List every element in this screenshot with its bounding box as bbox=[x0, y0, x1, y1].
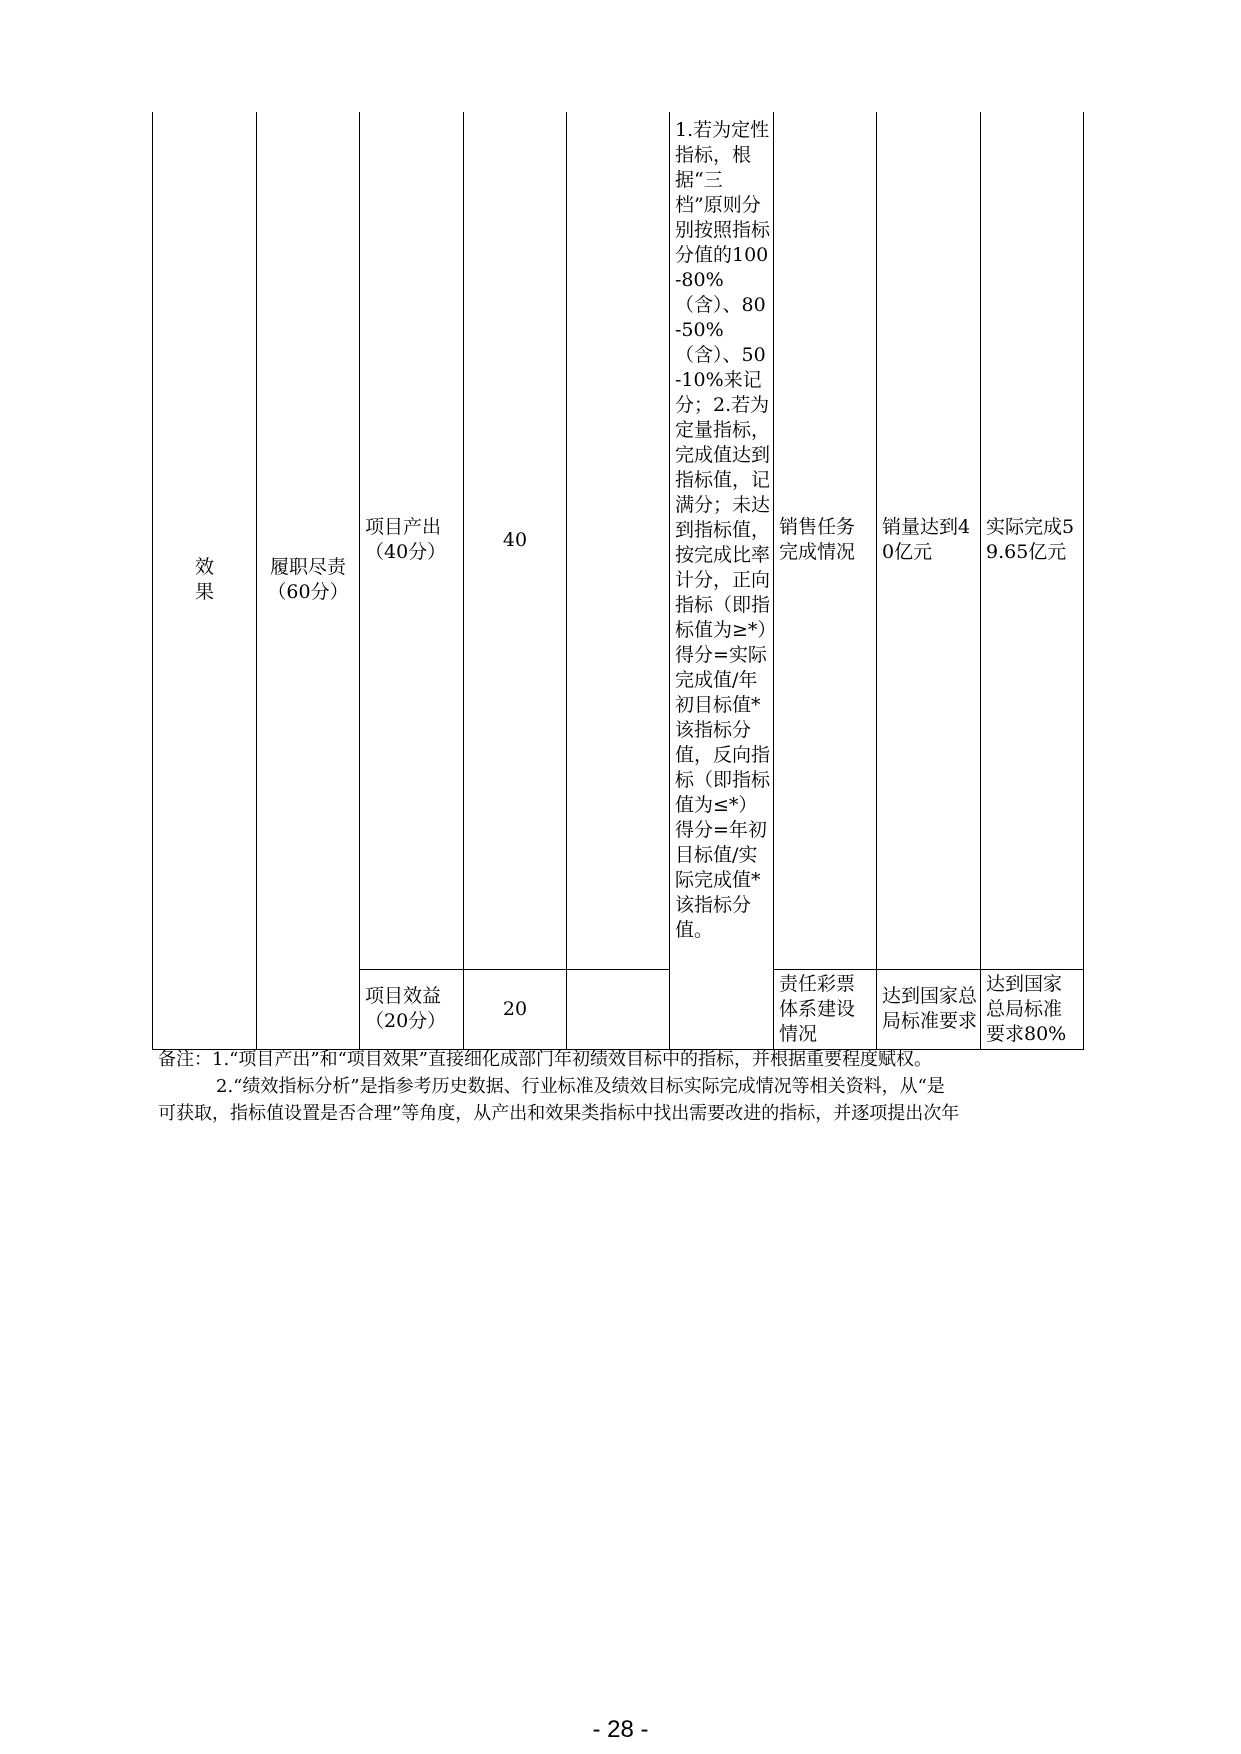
performance-table bbox=[152, 112, 1084, 1050]
note-line-2: 2.“绩效指标分析”是指参考历史数据、行业标准及绩效目标实际完成情况等相关资料，从“是 bbox=[216, 1076, 945, 1097]
item-cell-benefit bbox=[360, 969, 464, 1049]
score-cell-benefit: 20 bbox=[464, 969, 567, 1049]
blank-cell-output bbox=[567, 112, 670, 969]
indicator-cell-benefit: 责任彩票体系建设情况 bbox=[774, 969, 877, 1049]
blank-cell-benefit bbox=[567, 969, 670, 1049]
page-number: - 28 - bbox=[592, 1716, 649, 1743]
target-cell-benefit: 达到国家总局标准要求 bbox=[877, 969, 981, 1049]
actual-cell-benefit: 达到国家总局标准要求80% bbox=[981, 969, 1084, 1049]
note-line-1: 备注：1.“项目产出”和“项目效果”直接细化成部门年初绩效目标中的指标，并根据重要程度赋权。 bbox=[158, 1049, 932, 1070]
item-label-benefit: 项目效益 （20分） bbox=[365, 985, 447, 1032]
target-cell-output: 销量达到40亿元 bbox=[877, 112, 981, 969]
score-cell-output: 40 bbox=[464, 112, 567, 969]
item-cell-output bbox=[360, 112, 464, 969]
category-cell bbox=[153, 112, 257, 1049]
subcategory-cell bbox=[257, 112, 360, 1049]
scoring-method-cell: 1.若为定性指标，根据“三档”原则分别按照指标分值的100-80%（含）、80-50%（含）、50-10%来记分；2.若为定量指标，完成值达到指标值，记满分；未达到指标值，按完成比率计分，正向指标（即指标值为≥*）得分=实际完成值/年初目标值*该指标分值，反向指标（即指标值为≤*）得分=年初目标值/实际完成值*该指标分值。 bbox=[670, 112, 774, 1049]
item-label-output: 项目产出 （40分） bbox=[365, 516, 447, 564]
subcategory-label: 履职尽责 （60分） bbox=[267, 556, 349, 604]
note-line-3: 可获取，指标值设置是否合理”等角度，从产出和效果类指标中找出需要改进的指标，并逐项提出次年 bbox=[158, 1103, 960, 1124]
category-label: 效果 bbox=[194, 556, 214, 604]
actual-cell-output: 实际完成59.65亿元 bbox=[981, 112, 1084, 969]
indicator-cell-output: 销售任务完成情况 bbox=[774, 112, 877, 969]
notes-section bbox=[158, 1046, 1098, 1127]
